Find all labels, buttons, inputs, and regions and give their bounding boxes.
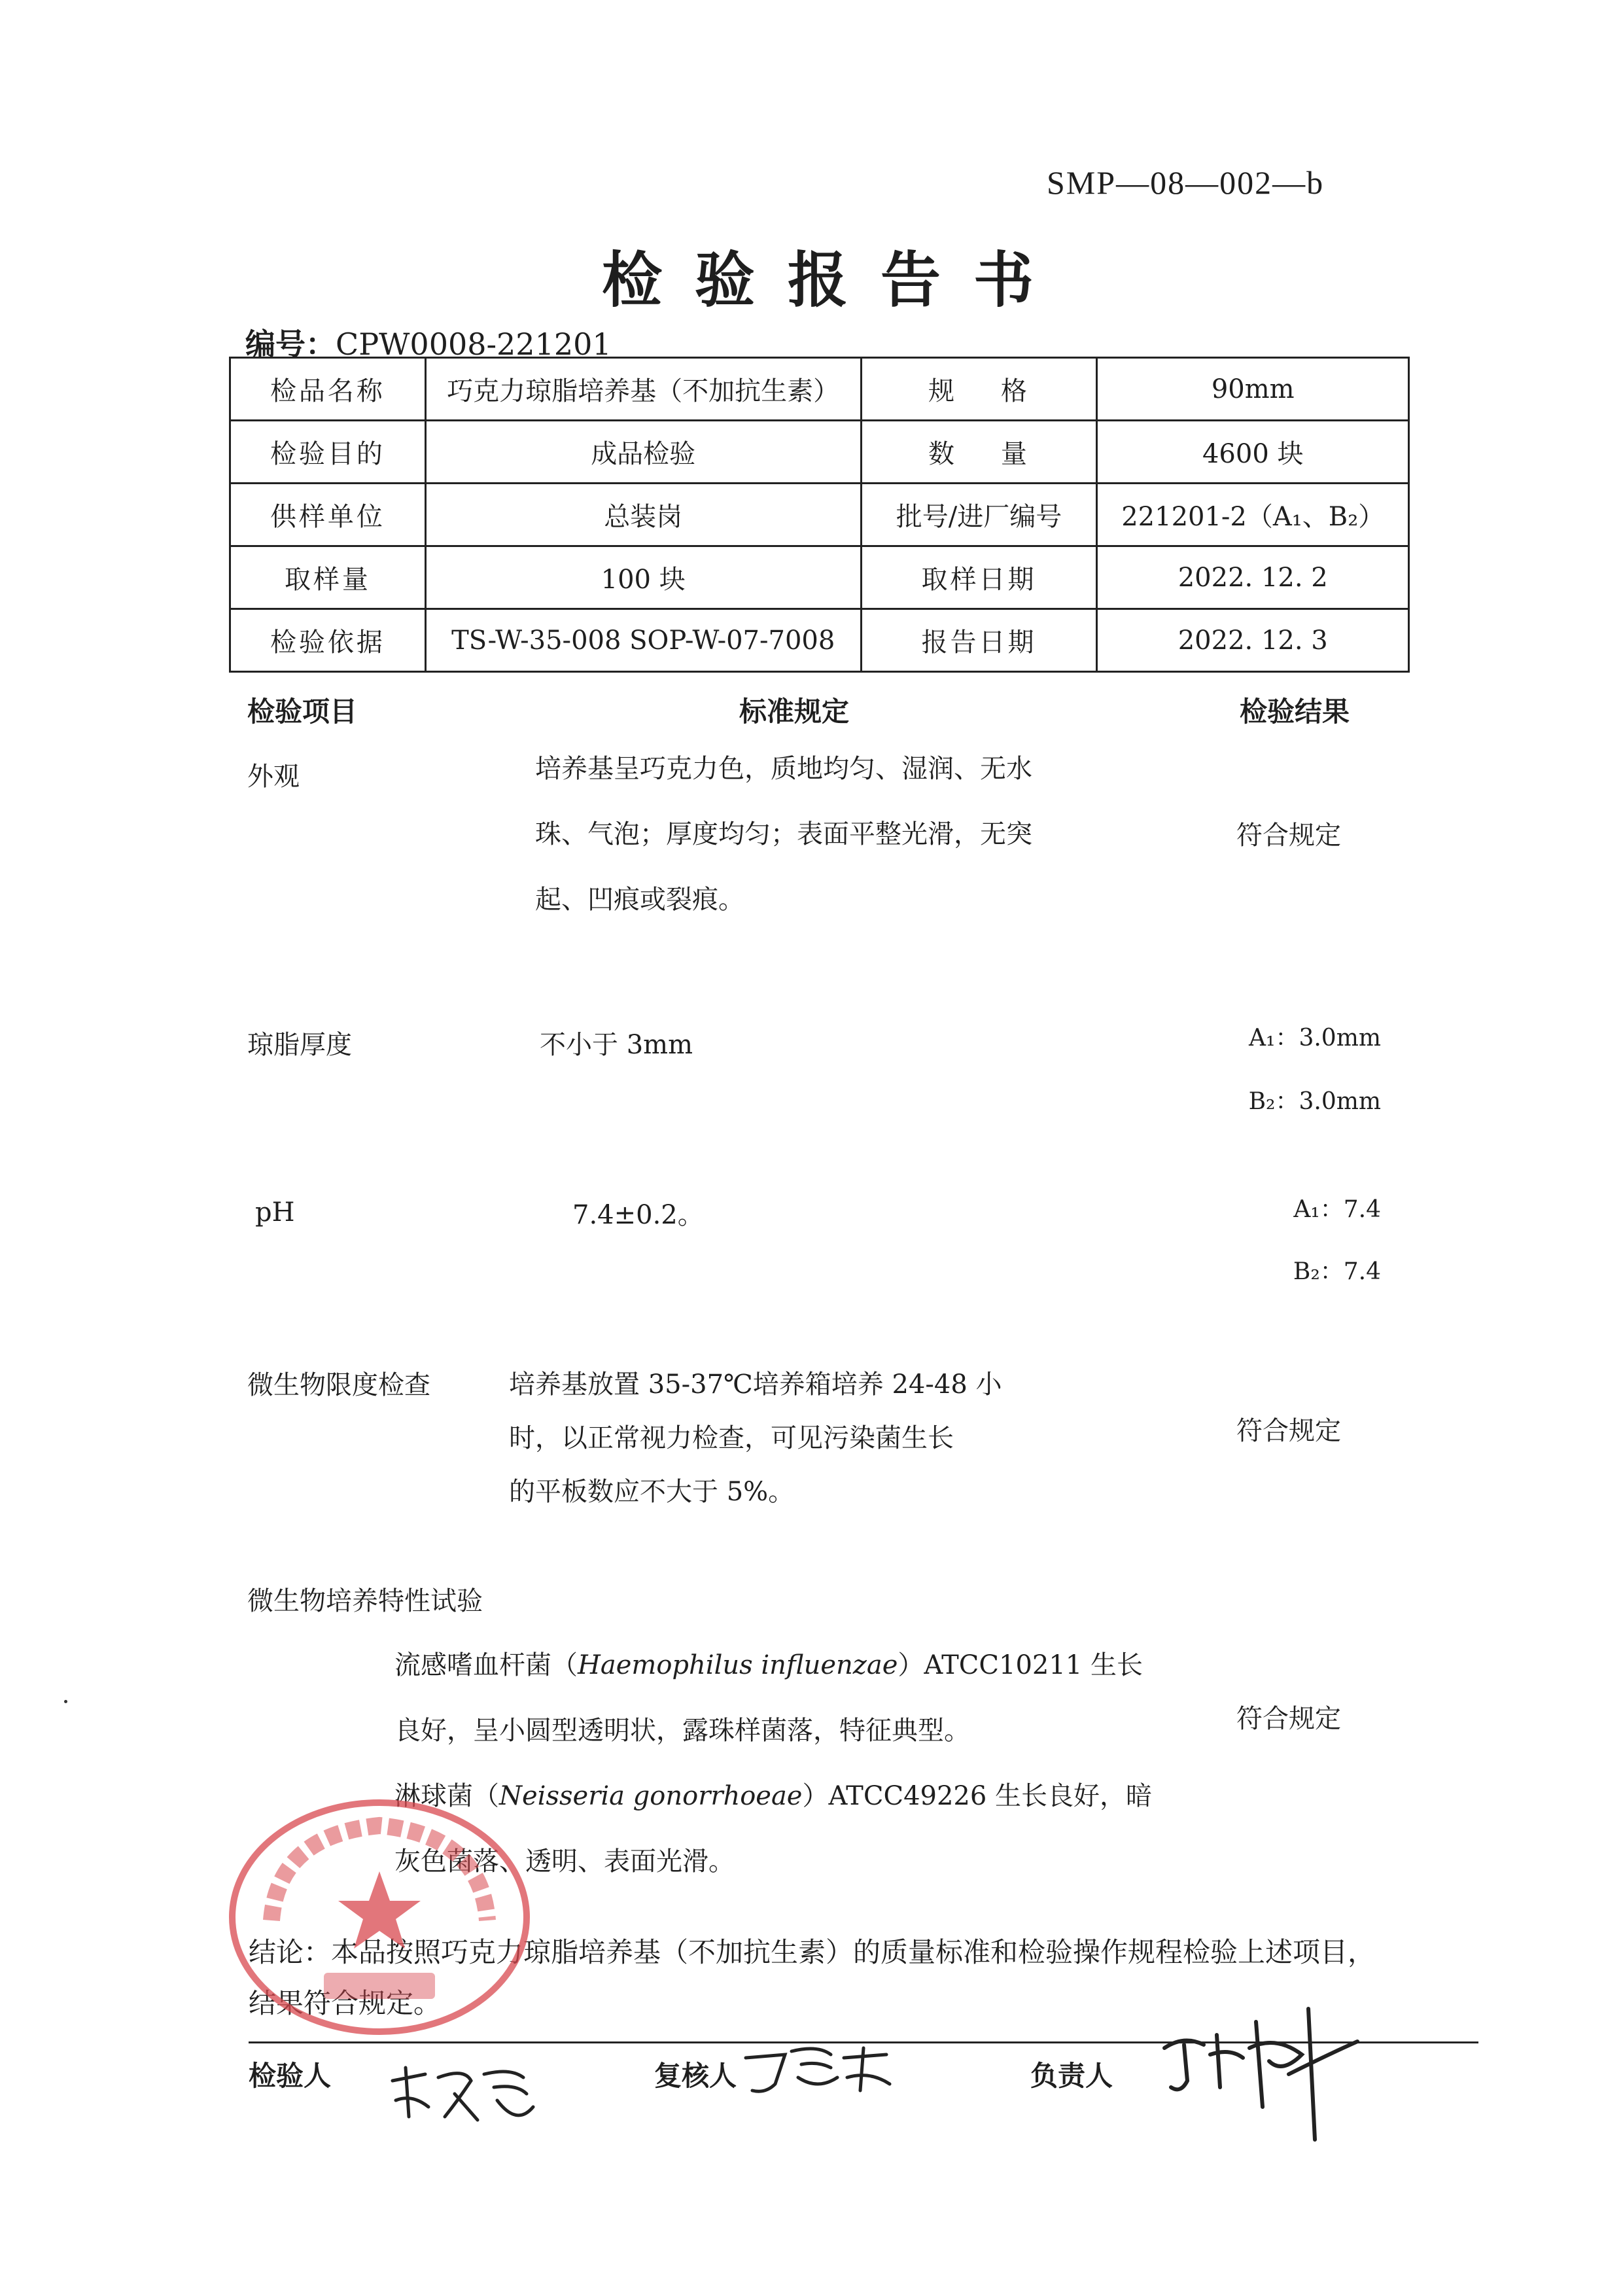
standard-line: 起、凹痕或裂痕。 — [535, 885, 744, 915]
reviewer-signature — [739, 2038, 896, 2104]
item-microbe-limit: 微生物限度检查 — [247, 1370, 430, 1400]
inspector-label: 检验人 — [249, 2060, 332, 2092]
table-cell: 批号/进厂编号 — [861, 484, 1097, 546]
standard-line: 良好，呈小圆型透明状，露珠样菌落，特征典型。 — [394, 1716, 970, 1746]
conclusion: 结论：本品按照巧克力琼脂培养基（不加抗生素）的质量标准和检验操作规程检验上述项目，结果符合规定。 — [249, 1936, 1376, 2019]
standard-appearance — [535, 736, 1032, 932]
reviewer-label: 复核人 — [654, 2060, 737, 2092]
result-ph-a1: A₁：7.4 — [1293, 1196, 1381, 1223]
table-cell: 巧克力琼脂培养基（不加抗生素） — [425, 358, 861, 421]
item-appearance: 外观 — [247, 762, 300, 792]
table-cell: 检验依据 — [230, 609, 426, 672]
header-result: 检验结果 — [1240, 696, 1350, 728]
result-culture: 符合规定 — [1236, 1704, 1341, 1734]
table-cell: TS-W-35-008 SOP-W-07-7008 — [425, 609, 861, 672]
report-number-value: CPW0008-221201 — [336, 327, 612, 362]
ink-dot — [64, 1700, 67, 1703]
item-culture: 微生物培养特性试验 — [247, 1586, 483, 1616]
standard-line: 淋球菌（Neisseria gonorrhoeae）ATCC49226 生长良好，暗 — [394, 1781, 1153, 1811]
responsible-signature — [1158, 1996, 1361, 2146]
header-standard: 标准规定 — [739, 696, 850, 728]
result-appearance: 符合规定 — [1236, 821, 1341, 851]
table-cell: 报告日期 — [861, 609, 1097, 672]
table-cell: 检验目的 — [230, 421, 426, 484]
standard-line: 流感嗜血杆菌（Haemophilus influenzae）ATCC10211 生长 — [394, 1650, 1143, 1680]
table-cell: 100 块 — [425, 546, 861, 609]
standard-line: 珠、气泡；厚度均匀；表面平整光滑，无突 — [535, 819, 1032, 849]
standard-line: 的平板数应不大于 5%。 — [509, 1477, 795, 1507]
header-item: 检验项目 — [247, 696, 358, 728]
standard-line: 培养基呈巧克力色，质地均匀、湿润、无水 — [535, 754, 1032, 784]
table-cell: 2022. 12. 3 — [1097, 609, 1409, 672]
table-cell: 成品检验 — [425, 421, 861, 484]
table-cell: 供样单位 — [230, 484, 426, 546]
info-table — [229, 357, 1410, 673]
result-ph-b2: B₂：7.4 — [1293, 1258, 1381, 1285]
table-cell: 总装岗 — [425, 484, 861, 546]
table-cell: 4600 块 — [1097, 421, 1409, 484]
table-row — [230, 421, 1409, 484]
table-cell: 数 量 — [861, 421, 1097, 484]
table-row — [230, 609, 1409, 672]
responsible-label: 负责人 — [1030, 2060, 1113, 2092]
result-thickness-a1: A₁：3.0mm — [1249, 1025, 1381, 1051]
result-thickness-b2: B₂：3.0mm — [1248, 1088, 1381, 1115]
table-cell: 221201-2（A₁、B₂） — [1097, 484, 1409, 546]
standard-thickness: 不小于 3mm — [540, 1030, 693, 1060]
item-thickness: 琼脂厚度 — [247, 1030, 352, 1060]
table-cell: 取样日期 — [861, 546, 1097, 609]
table-row — [230, 358, 1409, 421]
standard-ph: 7.4±0.2。 — [572, 1200, 704, 1230]
standard-microbe-limit — [509, 1358, 1002, 1519]
table-cell: 90mm — [1097, 358, 1409, 421]
item-ph: pH — [255, 1197, 295, 1227]
report-number-label: 编号： — [245, 327, 336, 362]
table-row — [230, 546, 1409, 609]
table-cell: 规 格 — [861, 358, 1097, 421]
inspector-signature — [386, 2055, 536, 2133]
document-code: SMP—08—002—b — [1047, 164, 1325, 201]
standard-line: 培养基放置 35-37℃培养箱培养 24-48 小 — [509, 1369, 1002, 1400]
standard-line: 灰色菌落、透明、表面光滑。 — [394, 1846, 735, 1877]
company-stamp — [226, 1796, 533, 2038]
result-microbe-limit: 符合规定 — [1236, 1416, 1341, 1446]
table-row — [230, 484, 1409, 546]
standard-line: 时，以正常视力检查，可见污染菌生长 — [509, 1423, 954, 1453]
page-title: 检验报告书 — [602, 245, 1067, 315]
table-cell: 取样量 — [230, 546, 426, 609]
table-cell: 2022. 12. 2 — [1097, 546, 1409, 609]
table-cell: 检品名称 — [230, 358, 426, 421]
